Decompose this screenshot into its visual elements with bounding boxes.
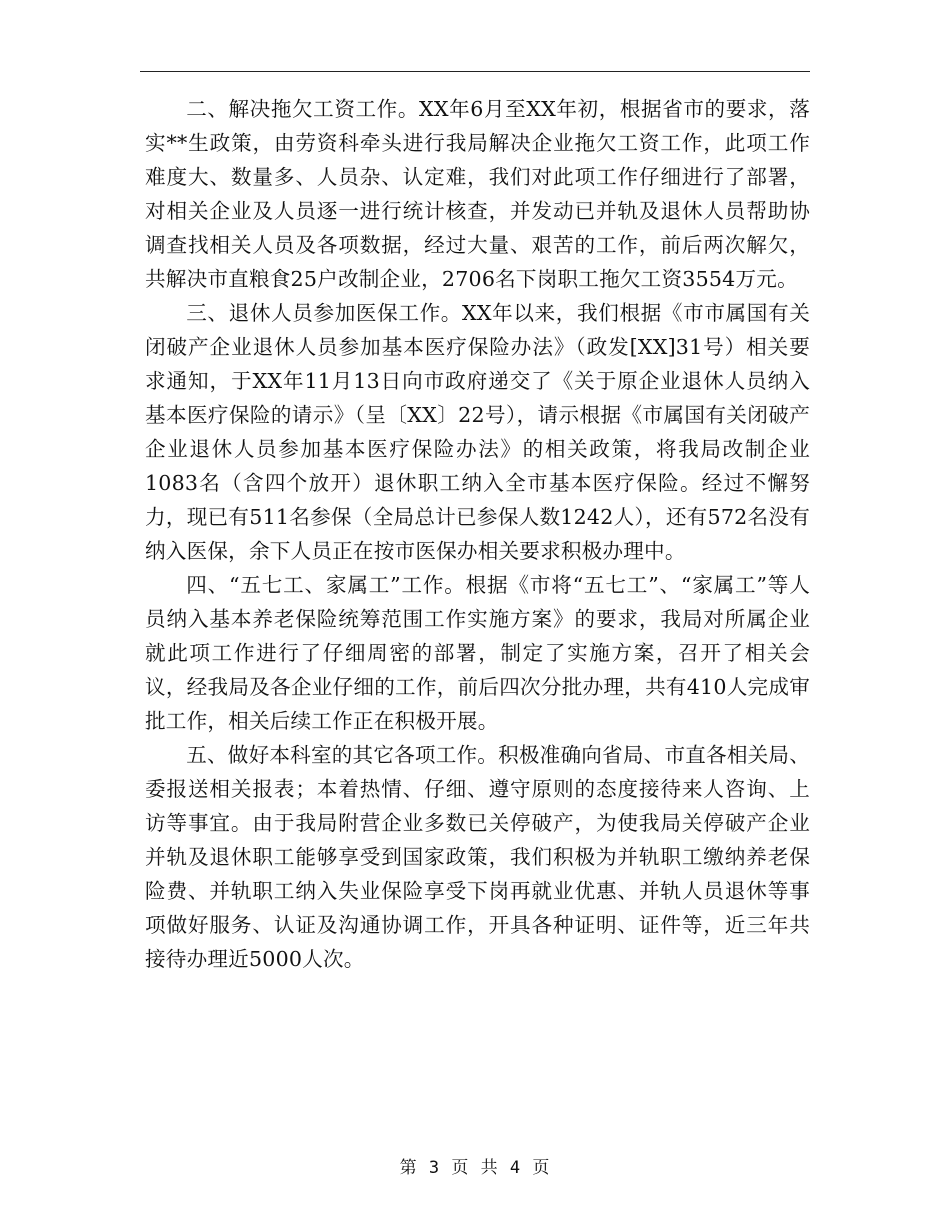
paragraph-family-workers: 四、“五七工、家属工”工作。根据《市将“五七工”、“家属工”等人员纳入基本养老保险统筹范围工作实施方案》的要求，我局对所属企业就此项工作进行了仔细周密的部署，制定了实施方案，召开了相关会议，经我局及各企业仔细的工作，前后四次分批办理，共有410人完成审批工作，相关后续工作正在积极开展。 [145, 573, 810, 733]
page-number-footer: 第 3 页 共 4 页 [399, 1158, 551, 1178]
paragraph-wage-arrears: 二、解决拖欠工资工作。XX年6月至XX年初，根据省市的要求，落实**生政策，由劳资科牵头进行我局解决企业拖欠工资工作，此项工作难度大、数量多、人员杂、认定难，我们对此项工作仔细进行了部署，对相关企业及人员逐一进行统计核查，并发动已并轨及退休人员帮助协调查找相关人员及各项数据，经过大量、艰苦的工作，前后两次解欠，共解决市直粮食25户改制企业，2706名下岗职工拖欠工资3554万元。 [145, 97, 810, 291]
paragraph-retiree-medical-insurance: 三、退休人员参加医保工作。XX年以来，我们根据《市市属国有关闭破产企业退休人员参加基本医疗保险办法》（政发[XX]31号）相关要求通知，于XX年11月13日向市政府递交了《关于原企业退休人员纳入基本医疗保险的请示》（呈〔XX〕22号），请示根据《市属国有关闭破产企业退休人员参加基本医疗保险办法》的相关政策，将我局改制企业1083名（含四个放开）退休职工纳入全市基本医疗保险。经过不懈努力，现已有511名参保（全局总计已参保人数1242人），还有572名没有纳入医保，余下人员正在按市医保办相关要求积极办理中。 [145, 301, 810, 563]
document-body [145, 92, 810, 976]
header-divider [140, 71, 810, 72]
paragraph-other-work: 五、做好本科室的其它各项工作。积极准确向省局、市直各相关局、委报送相关报表；本着热情、仔细、遵守原则的态度接待来人咨询、上访等事宜。由于我局附营企业多数已关停破产，为使我局关停破产企业并轨及退休职工能够享受到国家政策，我们积极为并轨职工缴纳养老保险费、并轨职工纳入失业保险享受下岗再就业优惠、并轨人员退休等事项做好服务、认证及沟通协调工作，开具各种证明、证件等，近三年共接待办理近5000人次。 [145, 743, 810, 971]
